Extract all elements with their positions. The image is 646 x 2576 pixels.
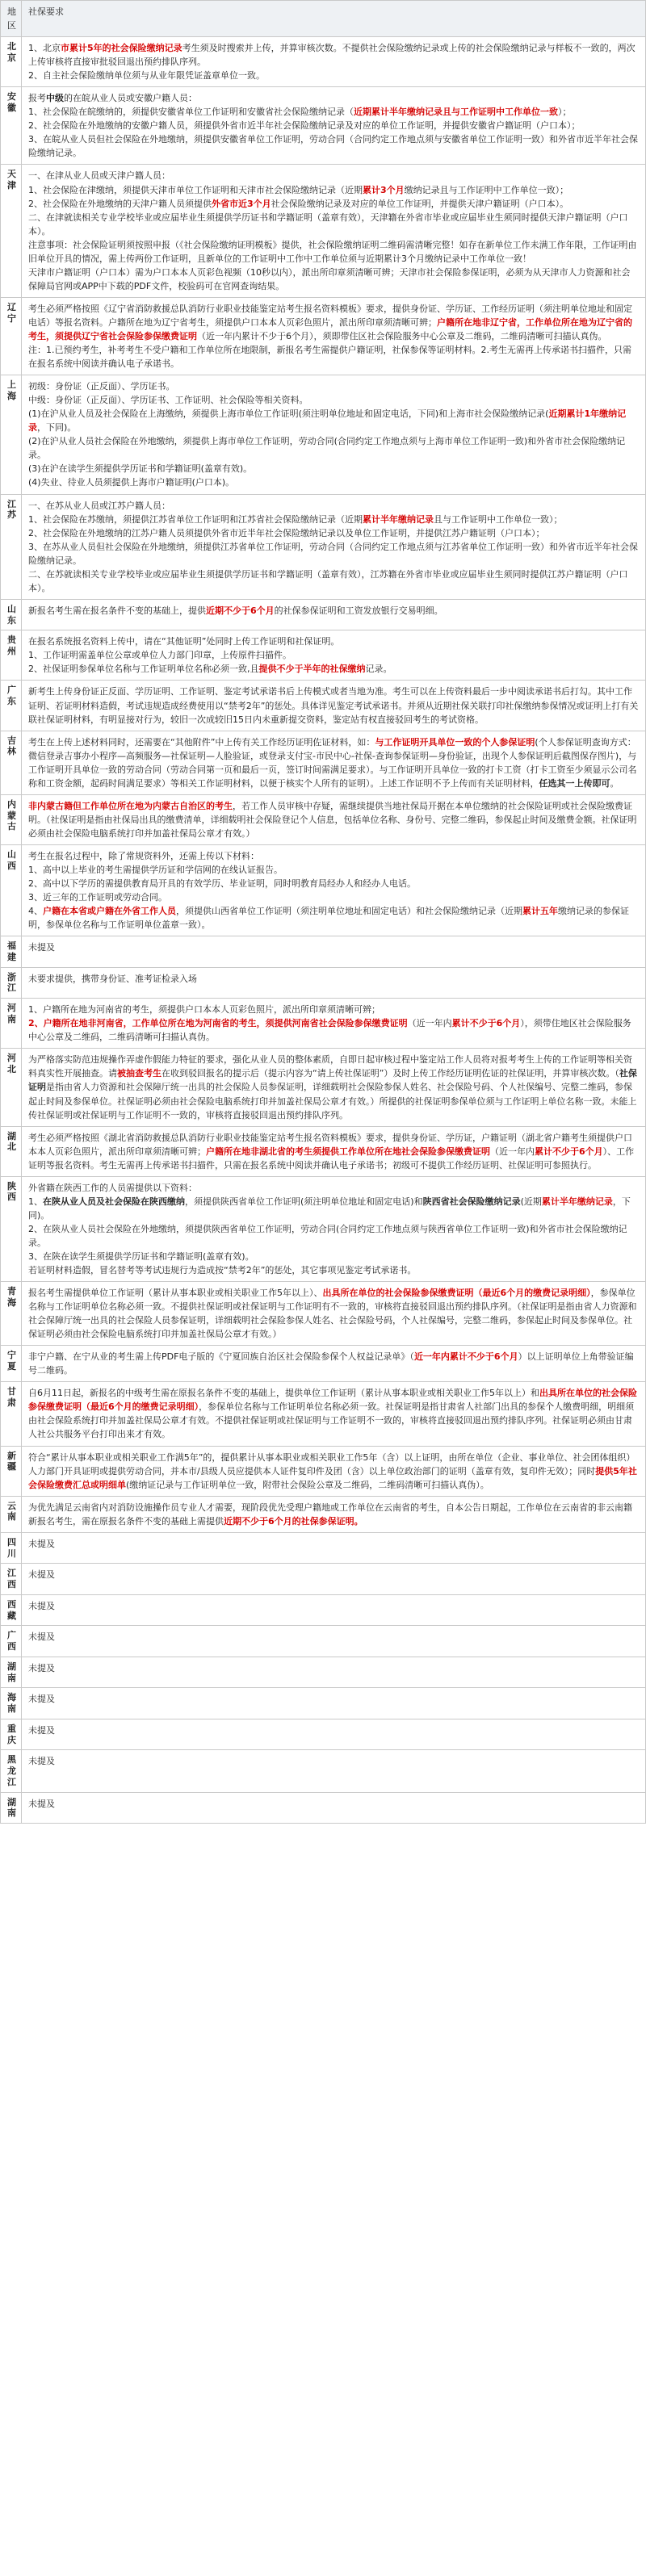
region-cell: 四 川	[1, 1532, 22, 1564]
highlight-text: 与工作证明开具单位一致的个人参保证明	[375, 736, 535, 748]
region-cell: 吉 林	[1, 731, 22, 794]
table-row	[1, 1594, 646, 1626]
highlight-text: 被抽查考生	[117, 1068, 162, 1079]
requirement-cell	[22, 936, 646, 968]
requirement-text: (个人参保证明查询方式：微信登录吉事办小程序—高频服务—社保证明—人脸验证，或登录支付宝-市民中心-社保-查询参保证明—身份验证，出现个人参保证明后截图保存图片)，与工作证明开具单位一致的劳动合同（劳动合同第一页和最后一页，签订时间需满足要求）。与工作证明开具单位一致的打卡工资（打卡工资至少须显示公司名称和工资金额，起码时间满足要求）等相关工作证明材料，以便于核实个人所有的证明）。上述工作证明不予上传而有关证明材料，	[28, 736, 637, 789]
requirement-paragraph	[28, 1016, 639, 1044]
requirement-text: (2)在沪从业人员社会保险在外地缴纳，须提供上海市单位工作证明，劳动合同(合同约定工作地点须与上海市单位工作证明一致)和外省市社会保险缴纳记录。	[28, 436, 626, 461]
requirement-paragraph	[28, 513, 639, 526]
table-row	[1, 1446, 646, 1496]
requirement-text: ）、工作证明等报名资料。考生无需再上传承诺书扫描件，只需在报名系统中阅读并确认电子承诺书；初级可不提供工作经历证明、社保证明可参照执行。	[28, 1146, 635, 1171]
table-row	[1, 87, 646, 165]
region-cell: 湖 南	[1, 1657, 22, 1688]
requirement-text: 1、工作证明需盖单位公章或单位人力部门印章，上传原件扫描件。	[28, 650, 292, 661]
highlight-text: 近期不少于6个月	[206, 605, 275, 616]
requirement-cell	[22, 1657, 646, 1688]
requirement-paragraph	[28, 526, 639, 540]
requirement-paragraph	[28, 904, 639, 932]
requirement-text: 。	[610, 777, 619, 789]
requirement-text: 任选其一上传即可	[539, 777, 610, 789]
requirement-text: 新考生上传身份证正反面、学历证明、工作证明、鉴定考试承诺书后上传模式或者当地为准。考生可以在上传资料最后一步中阅读承诺书后打勾。其中工作证明、若证明材料造假，考试违规造成经费使用以“禁考2年”的惩处。具体详见鉴定考试承诺书。并须从近期社保关联打印社保缴纳参保情况或证明上打有关联社保证明材料，有明显接对行为，较旧一次成较旧15日内未重新提交资料，鉴定站有权直接驳回考生的考试资格。	[28, 686, 639, 725]
requirement-cell	[22, 1564, 646, 1595]
requirement-cell	[22, 1719, 646, 1750]
requirement-text: 符合“累计从事本职业或相关职业工作满5年”的，提供累计从事本职业或相关职业工作5年（含）以上证明，由所在单位（企业、事业单位、社会团体组织）人力部门开具证明或提供劳动合同，并本市/县级人员应提供本人证件复印件及团（含）以上单位政治部门的证明（盖章有效，复印件无效）；同时	[28, 1451, 636, 1476]
requirement-cell	[22, 1176, 646, 1281]
table-row	[1, 1532, 646, 1564]
requirement-paragraph	[28, 132, 639, 160]
table-row	[1, 999, 646, 1049]
region-cell: 新 疆	[1, 1446, 22, 1496]
requirement-text: ）以上证明单位上角带验证编号二维码。	[28, 1351, 634, 1376]
requirement-text: 二、在津就读相关专业学校毕业或应届毕业生须提供学历证书和学籍证明（盖章有效），天津籍在外省市毕业或应届毕业生须同时提供天津户籍证明（户口本）。	[28, 212, 628, 237]
requirement-paragraph	[28, 1386, 639, 1441]
requirement-cell	[22, 1626, 646, 1657]
requirement-text: 2、社会保险在外地缴纳的安徽户籍人员，须提供外省市近半年社会保险缴纳记录及对应的单位工作证明，并提供安徽省户籍证明（户口本）；	[28, 120, 581, 132]
requirement-text: 未提及	[28, 1798, 55, 1809]
highlight-text: 出具所在单位的社会保险参保缴费证明（最近6个月的缴费记录明细）	[28, 1388, 637, 1413]
requirement-text: 3、在陕在读学生须提供学历证书和学籍证明(盖章有效)。	[28, 1250, 254, 1262]
highlight-text: 户籍在本省或户籍在外省工作人员	[43, 906, 176, 917]
requirement-text: 注意事项：社会保险证明须按照申报（《社会保险缴纳证明模板》提供，社会保险缴纳证明二维码需清晰完整！如存在新单位工作未满工作年限，工作证明由旧单位开具的情况，需上传两份工作证明，且新单位的工作证明中工作中工作单位须与近期累计3个月缴纳记录中工作单位一致！	[28, 239, 637, 264]
requirement-text: ，须提供山西省单位工作证明（须注明单位地址和固定电话）和社会保险缴纳记录（近期	[176, 906, 522, 917]
requirement-paragraph	[28, 1263, 639, 1277]
requirement-paragraph	[28, 197, 639, 211]
requirement-paragraph	[28, 849, 639, 863]
requirement-text: 为严格落实防范违规操作弄虚作假能力特征的要求，强化从业人员的整体素质，自即日起审核过程中鉴定站工作人员将对报考考生上传的工作证明等相关资料真实性开展抽查。请	[28, 1054, 632, 1079]
requirement-text: (1)在沪从业人员及社会保险在上海缴纳，须提供上海市单位工作证明(须注明单位地址和固定电话，下同)和上海市社会保险缴纳记录(	[28, 408, 549, 420]
requirement-cell	[22, 1282, 646, 1346]
requirement-paragraph	[28, 1350, 639, 1377]
requirement-cell	[22, 681, 646, 731]
table-row	[1, 967, 646, 999]
requirement-text: 一、在苏从业人员或江苏户籍人员：	[28, 500, 170, 511]
requirement-paragraph	[28, 1501, 639, 1528]
requirement-text: 未提及	[28, 1724, 55, 1736]
requirement-paragraph	[28, 863, 639, 877]
requirement-text: 未提及	[28, 1538, 55, 1549]
requirement-cell	[22, 494, 646, 599]
requirement-text: 4、	[28, 906, 43, 917]
requirement-paragraph	[28, 462, 639, 475]
requirement-text: 中级	[46, 93, 64, 104]
requirement-text: 2、自主社会保险缴纳单位须与从业年限凭证盖章单位一致。	[28, 70, 265, 82]
table-row	[1, 731, 646, 794]
requirement-text: 天津市户籍证明（户口本）需为户口本本人页彩色视频（10秒以内），派出所印章须清晰可辨；天津市社会保险参保证明，必须为从天津市人力资源和社会保障局官网或APP中下载的PDF文件，校验码可在官网查询结果。	[28, 266, 631, 291]
requirement-paragraph	[28, 211, 639, 238]
requirement-cell	[22, 630, 646, 681]
requirement-cell	[22, 1532, 646, 1564]
requirement-text: 1、社会保险在苏缴纳，须提供江苏省单位工作证明和江苏省社会保险缴纳记录（近期	[28, 513, 363, 525]
requirement-text: 3、近三年的工作证明或劳动合同。	[28, 892, 167, 903]
requirement-paragraph	[28, 685, 639, 726]
highlight-text: 近期累计1年缴纳记录	[28, 408, 627, 434]
requirement-paragraph	[28, 1053, 639, 1121]
requirement-cell	[22, 297, 646, 375]
highlight-text: 近一年内累计不少于6个月	[413, 1351, 518, 1363]
requirement-paragraph	[28, 1630, 639, 1644]
requirement-cell	[22, 87, 646, 165]
requirement-cell	[22, 37, 646, 87]
requirement-paragraph	[28, 41, 639, 69]
table-row	[1, 1719, 646, 1750]
requirement-paragraph	[28, 1599, 639, 1613]
requirement-paragraph	[28, 604, 639, 618]
requirement-text: ，下同)。	[37, 422, 77, 434]
region-cell: 辽 宁	[1, 297, 22, 375]
requirement-paragraph	[28, 1797, 639, 1811]
region-cell: 广 东	[1, 681, 22, 731]
requirement-cell	[22, 1346, 646, 1382]
requirement-text: ，须提供陕西省单位工作证明(须注明单位地址和固定电话)和	[185, 1196, 423, 1207]
requirement-text: ）；	[558, 107, 572, 118]
region-cell: 重 庆	[1, 1719, 22, 1750]
requirement-cell	[22, 1126, 646, 1176]
table-row	[1, 1382, 646, 1446]
requirement-text: 记录。	[365, 664, 392, 675]
region-cell: 湖 北	[1, 1126, 22, 1176]
region-cell: 甘 肃	[1, 1382, 22, 1446]
highlight-text: 出具所在单位的社会保险参保缴费证明（最近6个月的缴费记录明细）	[322, 1288, 591, 1299]
requirement-paragraph	[28, 1131, 639, 1172]
requirement-text: 中级：身份证（正反面）、学历证书、工作证明、社会保险等相关资料。	[28, 395, 308, 406]
requirement-cell	[22, 794, 646, 844]
table-row	[1, 1496, 646, 1532]
requirement-text: 未要求提供，携带身份证、准考证检录入场	[28, 973, 197, 984]
requirement-text: 未提及	[28, 1569, 55, 1581]
header-region: 地区	[1, 1, 22, 37]
requirement-text: 1、户籍所在地为河南省的考生，须提供户口本本人页彩色照片，派出所印章须清晰可辨；	[28, 1004, 380, 1016]
requirement-text: 考生在报名过程中，除了常规资料外，还需上传以下材料：	[28, 850, 259, 861]
requirement-paragraph	[28, 1181, 639, 1195]
region-cell: 天 津	[1, 165, 22, 297]
requirement-paragraph	[28, 877, 639, 890]
region-cell: 山 西	[1, 844, 22, 936]
requirement-paragraph	[28, 1661, 639, 1675]
table-row	[1, 37, 646, 87]
highlight-text: 提供不少于半年的社保缴纳	[258, 664, 366, 675]
requirement-text: 考生在上传上述材料同时，还需要在“其他附件”中上传有关工作经历证明佐证材料，如：	[28, 736, 375, 748]
requirement-paragraph	[28, 169, 639, 182]
requirement-text: 1、社会保险在皖缴纳的，须提供安徽省单位工作证明和安徽省社会保险缴纳记录（	[28, 107, 354, 118]
requirement-text: 3、在苏从业人员但社会保险在外地缴纳，须提供江苏省单位工作证明，劳动合同（合同约定工作地点须与江苏省单位工作证明一致）和外省市近半年社会保险缴纳记录。	[28, 541, 638, 566]
requirement-text: 若证明材料造假，冒名替考等考试违规行为造成按“禁考2年”的惩处，其它事项见鉴定考试承诺书。	[28, 1265, 417, 1276]
requirement-paragraph	[28, 499, 639, 513]
requirement-text: ），须带住地区社会保险服务中心公章及二维码，二维码清晰可扫描认真伪。	[28, 1018, 631, 1043]
table-row	[1, 1564, 646, 1595]
requirement-text: 未提及	[28, 1694, 55, 1705]
region-cell: 福 建	[1, 936, 22, 968]
region-cell: 北 京	[1, 37, 22, 87]
region-cell: 宁 夏	[1, 1346, 22, 1382]
table-row	[1, 1688, 646, 1719]
requirement-text: 外省籍在陕西工作的人员需提供以下资料：	[28, 1182, 197, 1193]
requirement-cell	[22, 599, 646, 630]
requirement-paragraph	[28, 540, 639, 568]
requirement-text: 且与工作证明中工作单位一致）；	[434, 513, 563, 525]
requirement-paragraph	[28, 69, 639, 82]
requirement-cell	[22, 731, 646, 794]
requirement-paragraph	[28, 735, 639, 790]
highlight-text: 户籍所在地非湖北省的考生须提供工作单位所在地社会保险参保缴费证明	[206, 1146, 490, 1157]
table-row	[1, 1657, 646, 1688]
requirement-paragraph	[28, 434, 639, 462]
requirement-text: 未提及	[28, 1631, 55, 1643]
requirement-text: (缴纳证记录与工作证明单位一致，附带社会保险公章及二维码，二维码清晰可扫描认真伪）。	[126, 1479, 489, 1490]
requirement-text: 缴纳记录且与工作证明中工作单位一致）；	[404, 184, 569, 195]
requirement-text: 陕西省社会保险缴纳记录	[422, 1196, 521, 1207]
requirement-cell	[22, 999, 646, 1049]
requirement-cell	[22, 1792, 646, 1824]
requirement-paragraph	[28, 1250, 639, 1263]
requirement-paragraph	[28, 1451, 639, 1492]
highlight-text: 累计五年	[522, 906, 558, 917]
region-cell: 湖 南	[1, 1792, 22, 1824]
requirement-text: 一、在津从业人员或天津户籍人员：	[28, 170, 170, 182]
region-cell: 云 南	[1, 1496, 22, 1532]
highlight-text: 户籍所在地非辽宁省，工作单位所在地为辽宁省的考生，须提供辽宁省社会保险参保缴费证明	[28, 316, 632, 341]
requirement-text: 自6月11日起，新报名的中级考生需在原报名条件不变的基础上，提供单位工作证明（累计从事本职业或相关职业工作5年以上）和	[28, 1388, 539, 1399]
requirement-text: 1、北京	[28, 43, 61, 54]
requirement-paragraph	[28, 662, 639, 676]
requirement-text: 社保证明	[28, 1068, 637, 1093]
requirement-text: (3)在沪在读学生须提供学历证书和学籍证明(盖章有效)。	[28, 463, 253, 475]
requirement-text: (近期	[520, 1196, 542, 1207]
region-cell: 陕 西	[1, 1176, 22, 1281]
requirement-text: 为优先满足云南省内对消防设施操作员专业人才需要，现阶段优先受理户籍地或工作单位在云南省的考生，自本公告日期起，工作单位在云南省的非云南籍新报名考生，需在原报名条件不变的基础上需提供	[28, 1502, 632, 1527]
requirement-text: 报考	[28, 93, 46, 104]
requirement-text: 注：1.已预约考生，补考考生不受户籍和工作单位所在地限制，新报名考生需提供户籍证明，社保参保等证明材料。2.考生无需再上传承诺书扫描件，只需在报名系统中阅读并确认电子承诺书。	[28, 345, 631, 370]
requirement-cell	[22, 375, 646, 494]
requirement-text: 非宁户籍、在宁从业的考生需上传PDF电子版的《宁夏回族自治区社会保险参保个人权益记录单》（	[28, 1351, 414, 1363]
requirement-cell	[22, 967, 646, 999]
requirement-text: 1、社会保险在津缴纳，须提供天津市单位工作证明和天津市社会保险缴纳记录（近期	[28, 184, 363, 195]
requirement-text: 1、高中以上毕业的考生需提供学历证和学信网的在线认证报告。	[28, 864, 283, 875]
highlight-text: 户籍所在地非河南省，工作单位所在地为河南省的考生，须提供河南省社会保险参保缴费证明	[43, 1018, 408, 1029]
requirement-paragraph	[28, 1568, 639, 1581]
requirement-paragraph	[28, 1724, 639, 1737]
requirement-cell	[22, 1750, 646, 1792]
requirement-cell	[22, 1496, 646, 1532]
requirement-paragraph	[28, 568, 639, 595]
requirement-paragraph	[28, 648, 639, 662]
table-body	[1, 37, 646, 1824]
requirement-text: ，参保单位名称与工作证明单位名称必须一致。社保证明是指甘肃省人社部门出具的参保个人缴费明细，明细须由社会保险系统打印并加盖社保局公章才有效。不提供社保证明或社保证明与工作证明不一致的，审核将直接驳回退出预约排队序列。社保证明必须由甘肃人社公共服务平台打印出来才有效。	[28, 1401, 635, 1440]
table-row	[1, 681, 646, 731]
requirement-text: 2、在陕从业人员社会保险在外地缴纳，须提供陕西省单位工作证明，劳动合同(合同约定工作地点须与陕西省单位工作证明一致)和外省市社会保险缴纳记录。	[28, 1223, 627, 1248]
requirement-text: 考生必须严格按照《辽宁省消防救援总队消防行业职业技能鉴定站考生报名资料模板》要求，提供身份证、学历证、工作经历证明（须注明单位地址和固定电话）等报名资料。户籍所在地为辽宁省考生，须提供户口本本人页彩色照片，派出所印章须清晰可辨；	[28, 303, 632, 328]
requirement-cell	[22, 844, 646, 936]
requirement-text: 初级：身份证（正反面）、学历证书。	[28, 381, 175, 392]
region-cell: 青 海	[1, 1282, 22, 1346]
requirement-text: 在收到驳回报名的提示后（提示内容为“请上传社保证明”）及时上传工作经历证明佐证的社保证明，并算审核次数。（	[162, 1068, 619, 1079]
table-row	[1, 1792, 646, 1824]
requirement-paragraph	[28, 635, 639, 648]
table-row	[1, 794, 646, 844]
requirement-cell	[22, 1049, 646, 1126]
region-cell: 浙 江	[1, 967, 22, 999]
table-row	[1, 297, 646, 375]
requirement-text: 未提及	[28, 1756, 55, 1767]
requirement-paragraph	[28, 1537, 639, 1551]
requirement-paragraph	[28, 1286, 639, 1341]
requirement-paragraph	[28, 1754, 639, 1768]
table-row	[1, 1282, 646, 1346]
highlight-text: 提供5年社会保险缴费汇总或明细单	[28, 1465, 637, 1490]
highlight-text: 近期不少于6个月的社保参保证明。	[224, 1515, 363, 1527]
region-cell: 上 海	[1, 375, 22, 494]
highlight-text: 非内蒙古籍但工作单位所在地为内蒙古自治区的考生	[28, 800, 233, 811]
table-row	[1, 375, 646, 494]
table-row	[1, 844, 646, 936]
requirement-text: 考生必须严格按照《湖北省消防救援总队消防行业职业技能鉴定站考生报名资料模板》要求，提供身份证、学历证，户籍证明（湖北省户籍考生须提供户口本本人页彩色照片，派出所印章须清晰可辨；	[28, 1132, 632, 1157]
requirement-paragraph	[28, 343, 639, 371]
region-cell: 山 东	[1, 599, 22, 630]
region-cell: 内 蒙 古	[1, 794, 22, 844]
requirement-paragraph	[28, 940, 639, 954]
requirement-text: （近一年内	[407, 1018, 452, 1029]
requirement-cell	[22, 1594, 646, 1626]
requirement-text: 在报名系统报名资料上传中，请在“其他证明”处同时上传工作证明和社保证明。	[28, 636, 340, 647]
requirement-paragraph	[28, 119, 639, 132]
requirement-paragraph	[28, 183, 639, 197]
requirement-text: 3、在皖从业人员但社会保险在外地缴纳，须提供安徽省单位工作证明，劳动合同（合同约定工作地点须与安徽省单位工作证明一致）和外省市近半年社会保险缴纳记录。	[28, 134, 638, 159]
highlight-text: 累计3个月	[363, 184, 405, 195]
requirement-cell	[22, 1688, 646, 1719]
requirement-paragraph	[28, 1692, 639, 1706]
table-header-row	[1, 1, 646, 37]
header-requirement: 社保要求	[22, 1, 646, 37]
requirement-text: ，若工作人员审核中存疑，需继续提供当地社保局开据在本单位缴纳的社会保险证明或社会保险缴费证明。（社保证明是指由社保局出具的缴费清单，详细载明社会保险登记个人信息，包括单位名称、身份号、完整二维码，参保起止时间及缴费金额。社保证明必须由社会保险电脑系统打印并加盖社保局公章才有效。）	[28, 800, 637, 839]
region-cell: 贵 州	[1, 630, 22, 681]
requirement-paragraph	[28, 799, 639, 840]
highlight-text: 累计半年缴纳记录	[363, 513, 434, 525]
requirement-text: 缴纳记录的参保证明，参保单位名称与工作证明单位盖章一致）。	[28, 906, 629, 931]
requirement-paragraph	[28, 105, 639, 119]
requirement-text: 报名考生需提供单位工作证明（累计从事本职业或相关职业工作5年以上）、	[28, 1288, 323, 1299]
region-cell: 河 南	[1, 999, 22, 1049]
requirement-text: ，参保单位名称与工作证明单位名称必须一致。不提供社保证明或社保证明与工作证明有不一致的，审核将直接驳回退出预约排队序列。（社保证明是指由省人力资源和社会保障厅统一出具的社会保险人员参保证明，详细载明社会保险参保人姓名、社会保险号码，个人社保编号，完整二维码，参保起止时间及参保单位。社保证明必须由社会保险电脑系统打印并加盖社保局公章才有效。）	[28, 1288, 637, 1340]
requirement-text: 未提及	[28, 1600, 55, 1611]
requirement-text: （近一年内	[490, 1146, 535, 1157]
requirement-paragraph	[28, 238, 639, 266]
highlight-text: 累计不少于6个月	[451, 1018, 521, 1029]
requirement-paragraph	[28, 1003, 639, 1016]
requirement-text: 的社保参保证明和工资发放银行交易明细。	[274, 605, 443, 616]
requirement-paragraph	[28, 266, 639, 293]
region-cell: 海 南	[1, 1688, 22, 1719]
requirement-text: 的在皖从业人员或安徽户籍人员：	[64, 93, 197, 104]
requirement-text: 2、社会保险在外地缴纳的江苏户籍人员须提供外省市近半年社会保险缴纳记录以及单位工作证明，并提供江苏户籍证明（户口本）；	[28, 527, 545, 538]
requirement-text: 新报名考生需在报名条件不变的基础上，提供	[28, 605, 206, 616]
requirement-paragraph	[28, 302, 639, 343]
table-row	[1, 599, 646, 630]
requirement-paragraph	[28, 1195, 639, 1222]
highlight-text: 2、	[28, 1018, 44, 1029]
region-cell: 广 西	[1, 1626, 22, 1657]
requirement-text: 是指由省人力资源和社会保障厅统一出具的社会保险人员参保证明，详细载明社会保险参保人姓名、社会保险号码、个人社保编号、完整二维码，参保起止时间及参保单位。社保证明必须由社会保险电脑系统打印并加盖社保局公章才有效。）所提供的社保证明参保单位须与工作证明上单位名称一致。未能上传社保证明或社保证明与工作证明不一致的，审核将直接驳回退出预约排队序列。	[28, 1082, 637, 1120]
table-row	[1, 1126, 646, 1176]
table-row	[1, 165, 646, 297]
region-cell: 黑 龙 江	[1, 1750, 22, 1792]
highlight-text: 近期累计半年缴纳记录且与工作证明中工作单位一致	[354, 107, 558, 118]
requirement-text: 1、	[28, 1196, 43, 1207]
table-row	[1, 1346, 646, 1382]
region-cell: 江 西	[1, 1564, 22, 1595]
region-cell: 河 北	[1, 1049, 22, 1126]
requirement-text: 2、高中以下学历的需提供教育局开具的有效学历、毕业证明，同时明教育局经办人和经办人电话。	[28, 878, 416, 890]
requirement-cell	[22, 165, 646, 297]
requirement-text: (4)失业、待业人员须提供上海市户籍证明(户口本)。	[28, 477, 235, 488]
highlight-text: 累计半年缴纳记录	[541, 1196, 613, 1207]
table-row	[1, 1750, 646, 1792]
requirement-paragraph	[28, 91, 639, 105]
table-row	[1, 1176, 646, 1281]
requirement-paragraph	[28, 1222, 639, 1250]
requirement-cell	[22, 1382, 646, 1446]
requirement-text: 在陕从业人员及社会保险在陕西缴纳	[43, 1196, 185, 1207]
table-row	[1, 1049, 646, 1126]
requirement-paragraph	[28, 972, 639, 986]
requirement-cell	[22, 1446, 646, 1496]
requirement-text: ，下同)。	[28, 1196, 631, 1221]
region-cell: 江 苏	[1, 494, 22, 599]
requirement-paragraph	[28, 407, 639, 434]
region-cell: 西 藏	[1, 1594, 22, 1626]
requirement-paragraph	[28, 890, 639, 904]
table-row	[1, 1626, 646, 1657]
requirement-text: 未提及	[28, 1662, 55, 1673]
table-row	[1, 494, 646, 599]
requirement-text: 社会保险缴纳记录及对应的单位工作证明，并提供天津户籍证明（户口本）。	[271, 198, 569, 209]
requirement-paragraph	[28, 393, 639, 407]
requirement-paragraph	[28, 475, 639, 489]
requirement-text: （近一年内累计不少于6个月），须即带住区社会保险服务中心公章及二维码，二维码清晰可扫描认真伪。	[197, 330, 607, 341]
highlight-text: 外省市近3个月	[212, 198, 271, 209]
requirement-text: 2、社会保险在外地缴纳的天津户籍人员须提供	[28, 198, 212, 209]
requirement-text: 考生须及时搜索并上传，并算审核次数。不提供社会保险缴纳记录或上传的社会保险缴纳记录与样板不一致的，两次上传审核将直接审批驳回退出预约排队序列。	[28, 43, 636, 68]
requirement-text: 未提及	[28, 942, 55, 953]
region-cell: 安 徽	[1, 87, 22, 165]
table-row	[1, 936, 646, 968]
highlight-text: 市累计5年的社会保险缴纳记录	[61, 43, 182, 54]
requirement-paragraph	[28, 379, 639, 393]
highlight-text: 累计不少于6个月	[535, 1146, 603, 1157]
table-row	[1, 630, 646, 681]
requirement-text: 2、社保证明参保单位名称与工作证明单位名称必须一致,且	[28, 664, 259, 675]
requirement-text: 二、在苏就读相关专业学校毕业或应届毕业生须提供学历证书和学籍证明（盖章有效），江苏籍在外省市毕业或应届毕业生须同时提供江苏户籍证明（户口本）。	[28, 568, 628, 593]
